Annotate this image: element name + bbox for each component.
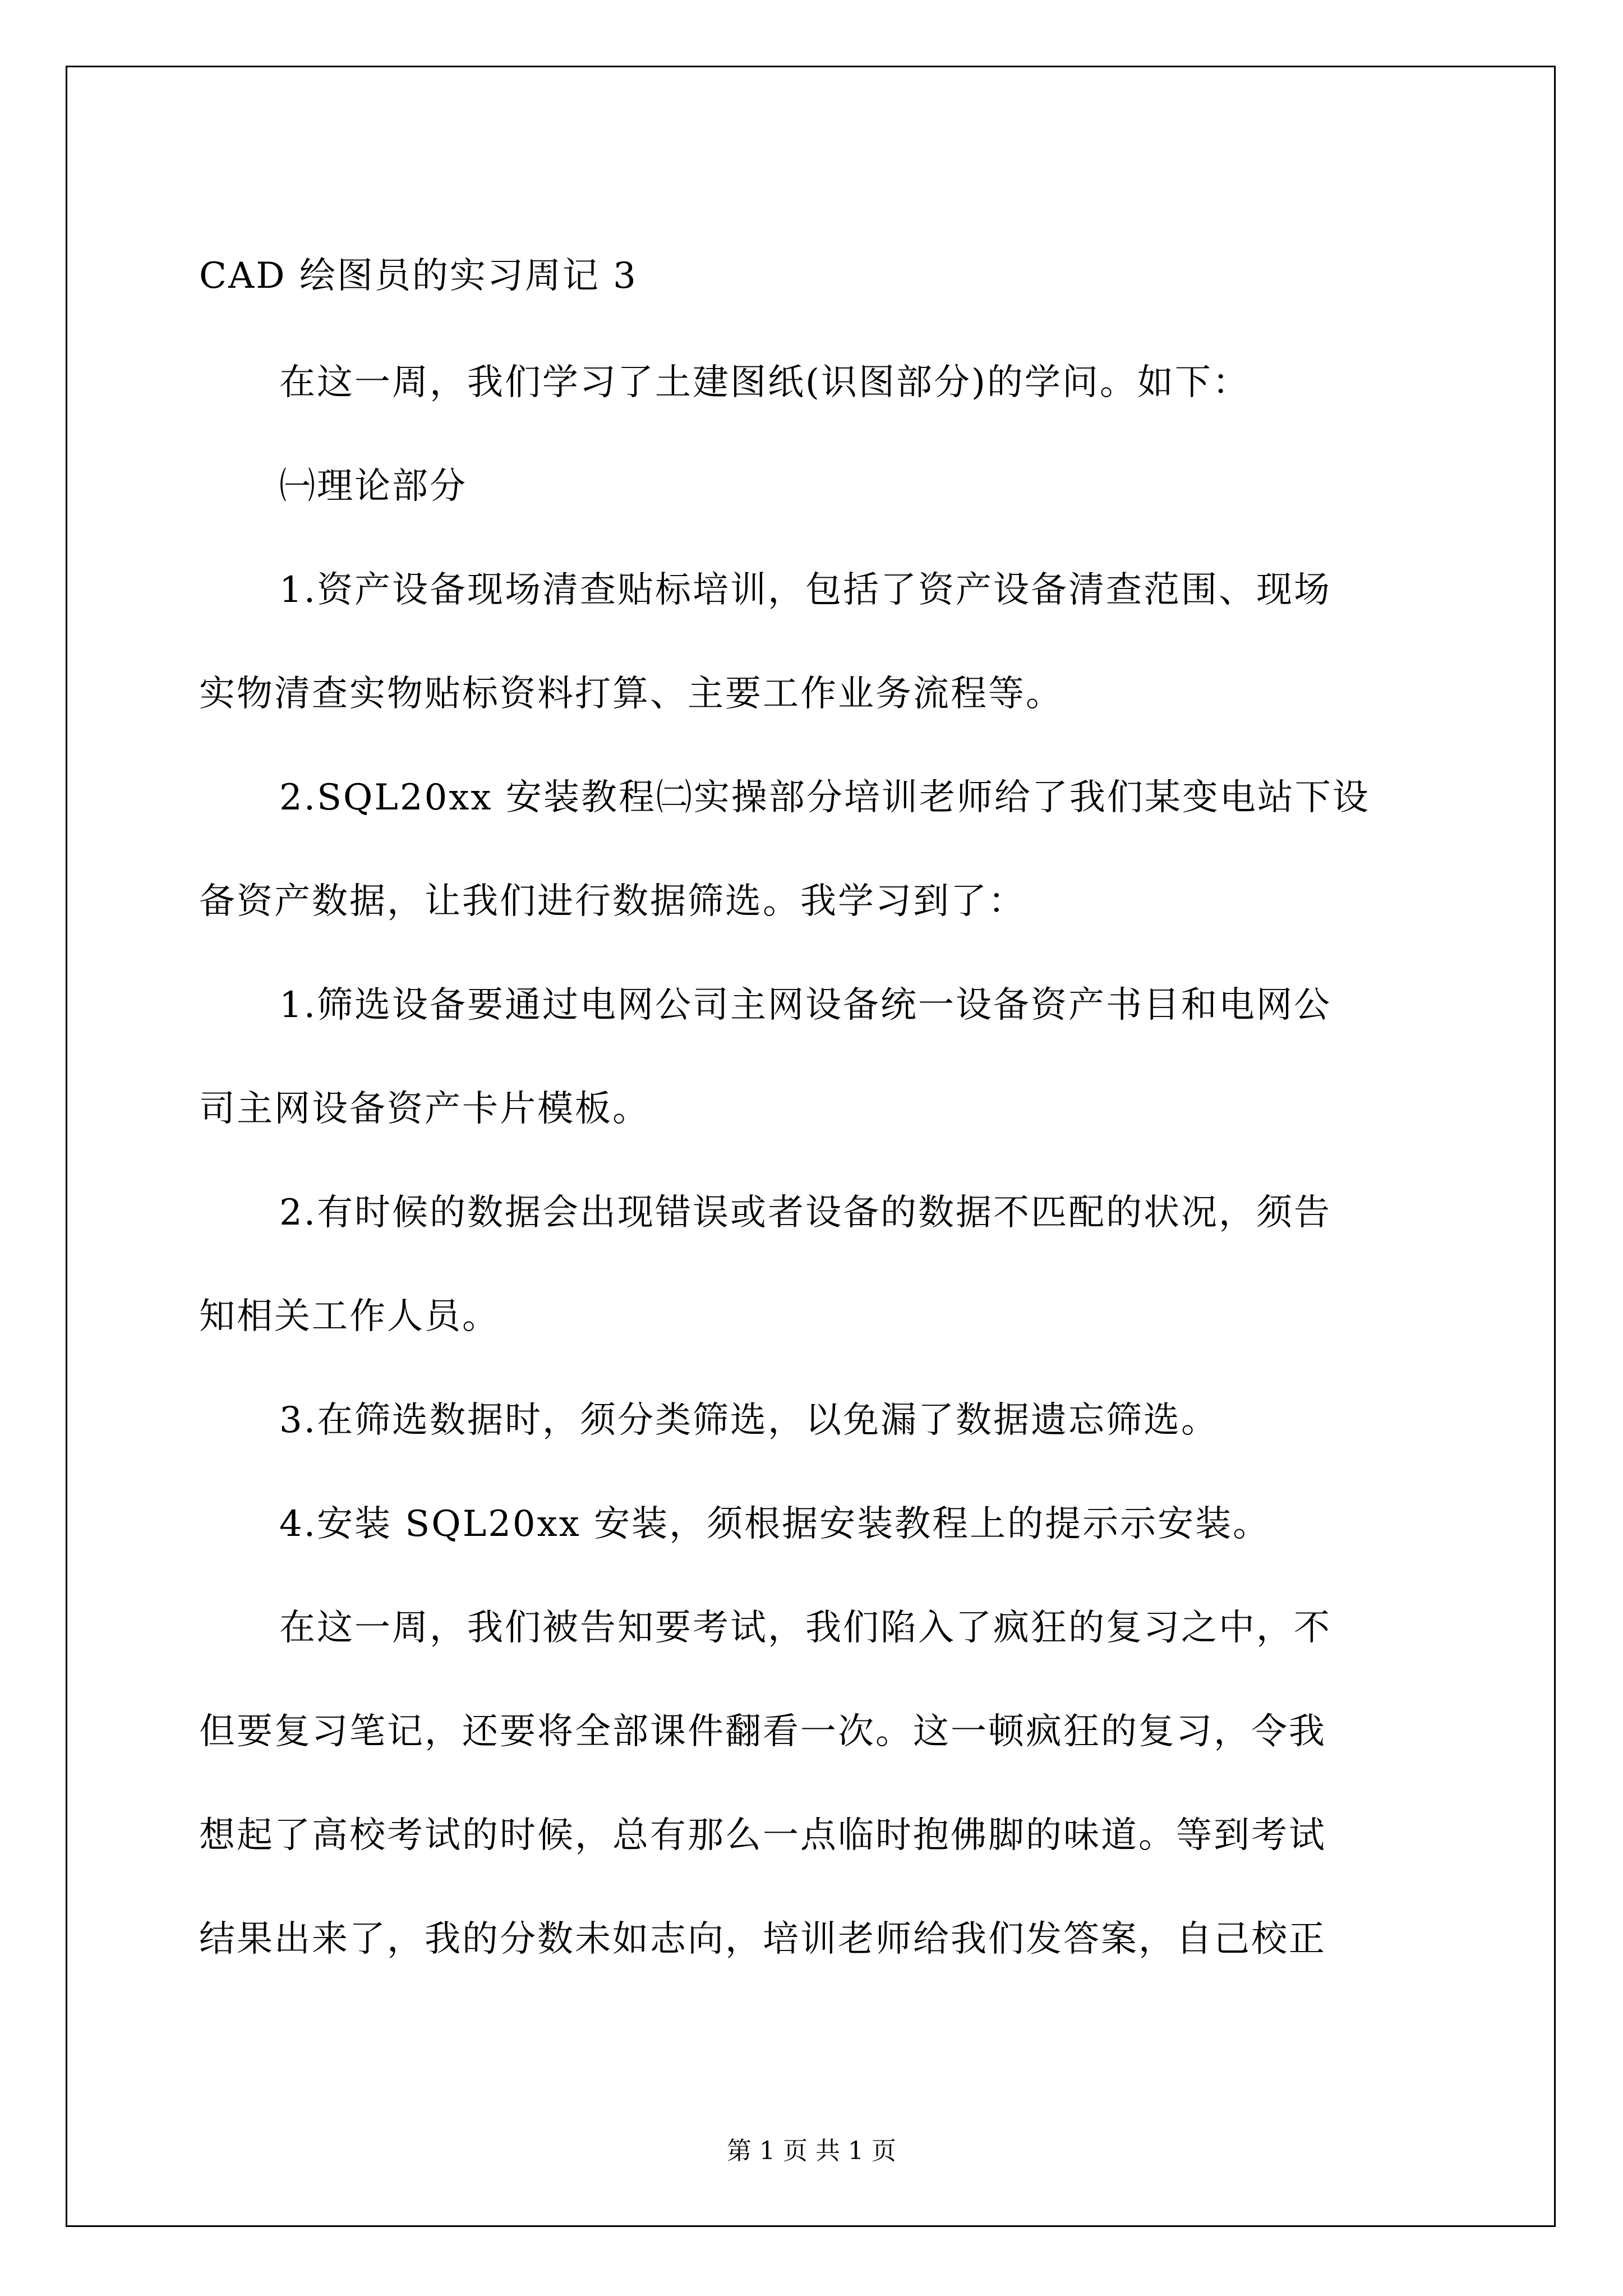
paragraph-line: 2.SQL20xx 安装教程㈡实操部分培训老师给了我们某变电站下设 [279, 777, 1370, 818]
paragraph-line: 在这一周，我们被告知要考试，我们陷入了疯狂的复习之中，不 [279, 1607, 1331, 1649]
document-title: CAD 绘图员的实习周记 3 [199, 255, 638, 297]
paragraph-line: 2.有时候的数据会出现错误或者设备的数据不匹配的状况，须告 [279, 1192, 1332, 1234]
document-body [199, 224, 1422, 1991]
paragraph-line: 实物清查实物贴标资料打算、主要工作业务流程等。 [199, 673, 1063, 715]
paragraph-line: 但要复习笔记，还要将全部课件翻看一次。这一顿疯狂的复习，令我 [199, 1711, 1326, 1752]
paragraph-line: 4.安装 SQL20xx 安装，须根据安装教程上的提示示安装。 [279, 1503, 1271, 1545]
paragraph-line: 结果出来了，我的分数未如志向，培训老师给我们发答案，自己校正 [199, 1918, 1326, 1960]
paragraph-line: 1.资产设备现场清查贴标培训，包括了资产设备清查范围、现场 [279, 569, 1332, 611]
paragraph-line: 在这一周，我们学习了土建图纸(识图部分)的学问。如下： [279, 362, 1250, 403]
section-heading: ㈠理论部分 [279, 466, 467, 507]
paragraph-line: 司主网设备资产卡片模板。 [199, 1088, 650, 1130]
paragraph-line: 知相关工作人员。 [199, 1296, 500, 1337]
paragraph-line: 3.在筛选数据时，须分类筛选，以免漏了数据遗忘筛选。 [279, 1400, 1219, 1441]
paragraph-line: 备资产数据，让我们进行数据筛选。我学习到了： [199, 881, 1026, 922]
page-footer: 第 1 页 共 1 页 [727, 2137, 896, 2165]
paragraph-line: 想起了高校考试的时候，总有那么一点临时抱佛脚的味道。等到考试 [199, 1815, 1326, 1856]
paragraph-line: 1.筛选设备要通过电网公司主网设备统一设备资产书目和电网公 [279, 984, 1332, 1026]
